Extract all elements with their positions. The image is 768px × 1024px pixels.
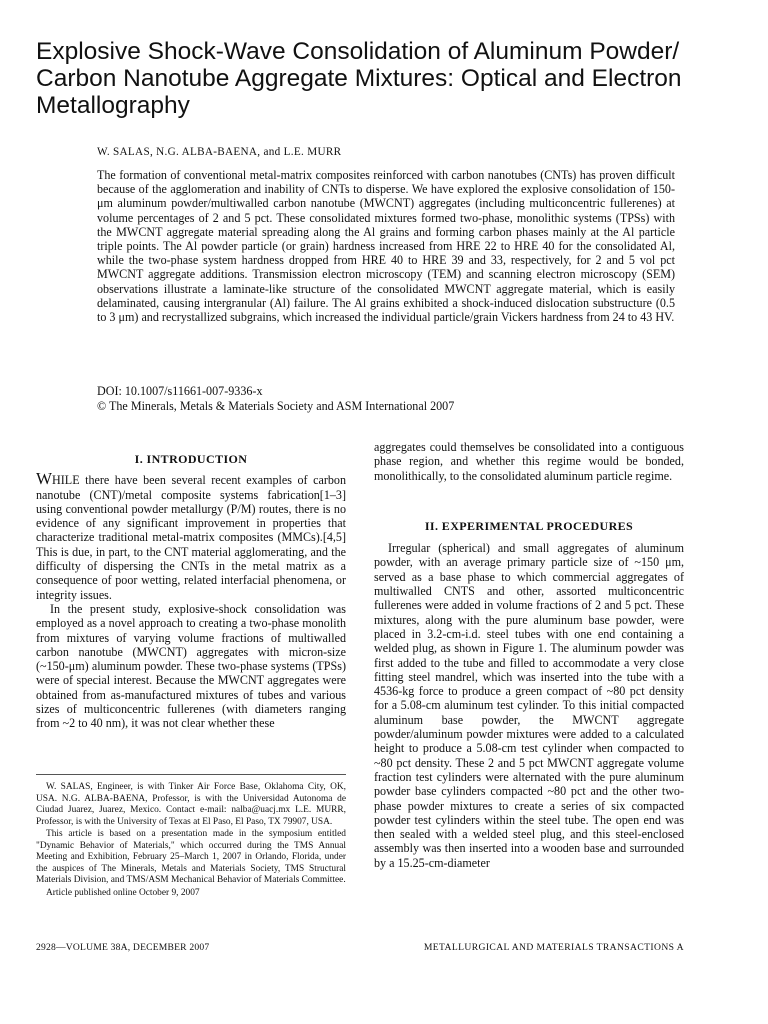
footnote-symposium: This article is based on a presentation made in the symposium entitled "Dynamic Behavior of Materials," which occurred during the TMS Annual Meeting and Exhibition, February 25–March 1, 2007 in Orlando, Florida, under the auspices of The Minerals, Metals and Materials Society, TMS Structural Materials Division, and TMS/ASM Mechanical Behavior of Materials Committee. xyxy=(36,829,346,885)
footnote-publication-date: Article published online October 9, 2007 xyxy=(46,887,200,898)
footer-volume-info: 2928—VOLUME 38A, DECEMBER 2007 xyxy=(36,942,210,953)
doi-block xyxy=(97,384,675,414)
footnotes xyxy=(36,782,346,900)
footnote-affiliations: W. SALAS, Engineer, is with Tinker Air Force Base, Oklahoma City, OK, USA. N.G. ALBA-BAENA, Professor, is with the Universidad Autonoma de Ciudad Juarez, Juarez, Mexico. Contact e-mail: nalba@uacj.mx L.E. MURR, Professor, is with the University of Texas at El Paso, El Paso, TX 79907, USA. xyxy=(36,782,346,827)
paper-title: Explosive Shock-Wave Consolidation of Aluminum Powder/ Carbon Nanotube Aggregate Mixtures: Optical and Electron Metallography xyxy=(36,38,682,119)
intro-paragraph-1: WHILE there have been several recent examples of carbon nanotube (CNT)/metal composite systems fabrication[1–3] using conventional powder metallurgy (P/M) routes, there is no evidence of any significant improvement in properties that characterize traditional metal-matrix composites (MMCs).[4,5] This is due, in part, to the CNT material agglomerating, and the difficulty of dispersing the CNTs in the metal matrix as a consequence of poor wetting, related interfacial phenomena, or integrity issues. xyxy=(36,469,346,602)
doi-link[interactable]: DOI: 10.1007/s11661-007-9336-x xyxy=(97,384,263,398)
intro-paragraph-2: In the present study, explosive-shock consolidation was employed as a novel approach to creating a two-phase monolith from mixtures of varying volume fractions of multiwalled carbon nanotube (MWCNT) aggregates with micron-size (~150-μm) aluminum powder. These two-phase systems (TPSs) were of special interest. Because the MWCNT aggregates were obtained from as-manufactured mixtures of tubes and various sizes of multiconcentric fullerenes (with diameters ranging from ~2 to 40 nm), it was not clear whether these xyxy=(36,601,346,731)
right-column xyxy=(374,440,684,870)
intro-continuation-paragraph: aggregates could themselves be consolidated into a contiguous phase region, and whether this regime would be bonded, monolithically, to the consolidated aluminum particle regime. xyxy=(374,440,684,483)
copyright-notice: © The Minerals, Metals & Materials Society and ASM International 2007 xyxy=(97,399,455,413)
author-list: W. SALAS, N.G. ALBA-BAENA, and L.E. MURR xyxy=(97,146,342,158)
left-column xyxy=(36,452,346,731)
section-heading-introduction: I. INTRODUCTION xyxy=(134,452,248,466)
abstract: The formation of conventional metal-matrix composites reinforced with carbon nanotubes (CNTs) has proven difficult because of the agglomeration and inability of CNTs to disperse. We have explored the explosive consolidation of 150-μm aluminum powder/multiwalled carbon nanotube (MWCNT) aggregates (including multiconcentric fullerenes) at volume percentages of 2 and 5 pct. These consolidated mixtures formed two-phase, monolithic systems (TPSs) with the MWCNT aggregate material spreading along the Al grains and forming carbon phases mainly at the Al particle triple points. The Al powder particle (or grain) hardness increased from HRE 22 to HRE 40 for the consolidated Al, while the two-phase system hardness dropped from HRE 40 to HRE 39 and 33, respectively, for 2 and 5 vol pct MWCNT aggregate additions. Transmission electron microscopy (TEM) and scanning electron microscopy (SEM) observations illustrate a laminate-like structure of the consolidated MWCNT aggregate material, which is easily delaminated, causing intergranular (Al) failure. The Al grains exhibited a shock-induced dislocation substructure (0.5 to 3 μm) and recrystallized subgrains, which increased the individual particle/grain Vickers hardness from 24 to 43 HV. xyxy=(97,168,675,325)
footer-journal-name: METALLURGICAL AND MATERIALS TRANSACTIONS A xyxy=(423,942,684,953)
section-heading-experimental: II. EXPERIMENTAL PROCEDURES xyxy=(424,518,634,533)
experimental-paragraph-1: Irregular (spherical) and small aggregates of aluminum powder, with an average primary particle size of ~150 μm, served as a base phase to which commercial aggregates of multiwalled CNTS and other, assorted multiconcentric fullerenes were added in volume fractions of 2 and 5 pct. These mixtures, along with the pure aluminum base powder, were placed in 3.2-cm-i.d. steel tubes with one end containing a welded plug, as shown in Figure 1. The aluminum powder was first added to the tube and filled to accommodate a very close fitting steel mandrel, which was inserted into the tube with a 4536-kg force to produce a green compact of ~80 pct density for a 5.08-cm aluminum test cylinder. To this initial compacted aluminum base powder, the MWCNT aggregate powder/aluminum powder mixtures were added to a calculated height to produce a 5.08-cm test cylinder when compacted to ~80 pct density. These 2 and 5 pct MWCNT aggregate volume fraction test cylinders were alternated with the pure aluminum powder base cylinders compacted ~80 pct and the other two-phase powder mixtures to create a series of six compacted powder test cylinders within the steel tube. The open end was then sealed with a welded steel plug, and this steel-enclosed assembly was then inserted into a wooden base and surrounded by a 15.25-cm-diameter xyxy=(374,541,684,870)
footnote-divider xyxy=(36,774,346,775)
